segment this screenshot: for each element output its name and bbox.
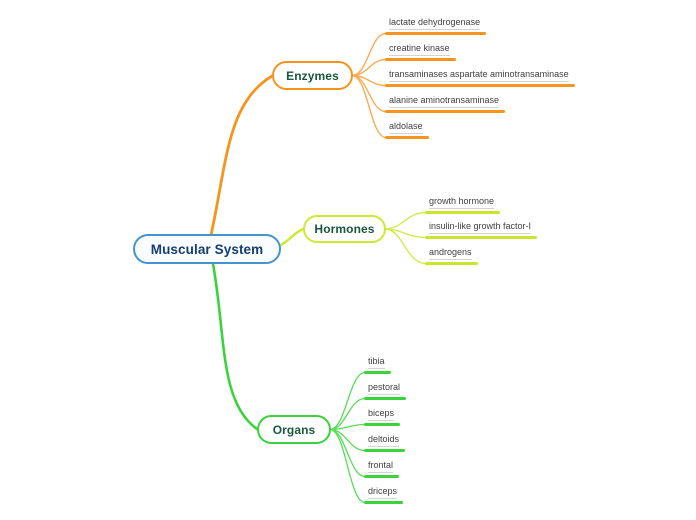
leaf-underline <box>364 501 403 504</box>
leaf-line-hormones-1 <box>385 213 426 230</box>
branch-line-organs <box>213 264 257 429</box>
branch-node-organs[interactable] <box>257 415 331 444</box>
leaf-underline <box>364 423 400 426</box>
leaf-node-tibia[interactable] <box>364 356 391 374</box>
leaf-label: androgens <box>429 247 472 260</box>
leaf-node-transaminases[interactable] <box>385 69 575 87</box>
leaf-node-biceps[interactable] <box>364 408 400 426</box>
leaf-node-creatine-kinase[interactable] <box>385 43 456 61</box>
leaf-node-androgens[interactable] <box>425 247 478 265</box>
leaf-label: insulin-like growth factor-I <box>429 221 531 234</box>
leaf-label: creatine kinase <box>389 43 450 56</box>
leaf-node-growth-hormone[interactable] <box>425 196 500 214</box>
leaf-node-driceps[interactable] <box>364 486 403 504</box>
leaf-node-alanine-aminotransaminase[interactable] <box>385 95 505 113</box>
branch-node-label: Hormones <box>314 222 375 236</box>
leaf-node-aldolase[interactable] <box>385 121 429 139</box>
leaf-node-insulin-like-growth-factor[interactable] <box>425 221 537 239</box>
root-node-label: Muscular System <box>150 241 264 257</box>
leaf-label: lactate dehydrogenase <box>389 17 480 30</box>
leaf-underline <box>385 58 456 61</box>
leaf-line-organs-5 <box>330 430 365 477</box>
branch-node-hormones[interactable] <box>303 215 386 243</box>
leaf-underline <box>364 449 405 452</box>
leaf-underline <box>425 236 537 239</box>
leaf-underline <box>385 110 505 113</box>
leaf-node-frontal[interactable] <box>364 460 399 478</box>
leaf-underline <box>385 32 486 35</box>
leaf-label: deltoids <box>368 434 399 447</box>
leaf-underline <box>385 136 429 139</box>
branch-node-label: Enzymes <box>286 68 339 83</box>
leaf-label: biceps <box>368 408 394 421</box>
root-node-muscular-system[interactable] <box>133 234 281 264</box>
leaf-underline <box>364 475 399 478</box>
branch-line-hormones <box>281 229 303 245</box>
leaf-node-lactate-dehydrogenase[interactable] <box>385 17 486 35</box>
leaf-node-pestoral[interactable] <box>364 382 406 400</box>
leaf-underline <box>385 84 575 87</box>
leaf-label: tibia <box>368 356 385 369</box>
leaf-label: frontal <box>368 460 393 473</box>
leaf-label: pestoral <box>368 382 400 395</box>
leaf-label: alanine aminotransaminase <box>389 95 499 108</box>
leaf-line-enzymes-1 <box>352 34 386 76</box>
leaf-line-organs-1 <box>330 373 365 430</box>
branch-node-label: Organs <box>272 422 316 437</box>
leaf-underline <box>425 262 478 265</box>
branch-node-enzymes[interactable] <box>272 61 353 90</box>
leaf-label: transaminases aspartate aminotransaminase <box>389 69 569 82</box>
leaf-node-deltoids[interactable] <box>364 434 405 452</box>
leaf-underline <box>364 397 406 400</box>
branch-line-enzymes <box>211 76 272 235</box>
leaf-label: driceps <box>368 486 397 499</box>
leaf-underline <box>364 371 391 374</box>
leaf-label: growth hormone <box>429 196 494 209</box>
leaf-label: aldolase <box>389 121 423 134</box>
leaf-underline <box>425 211 500 214</box>
